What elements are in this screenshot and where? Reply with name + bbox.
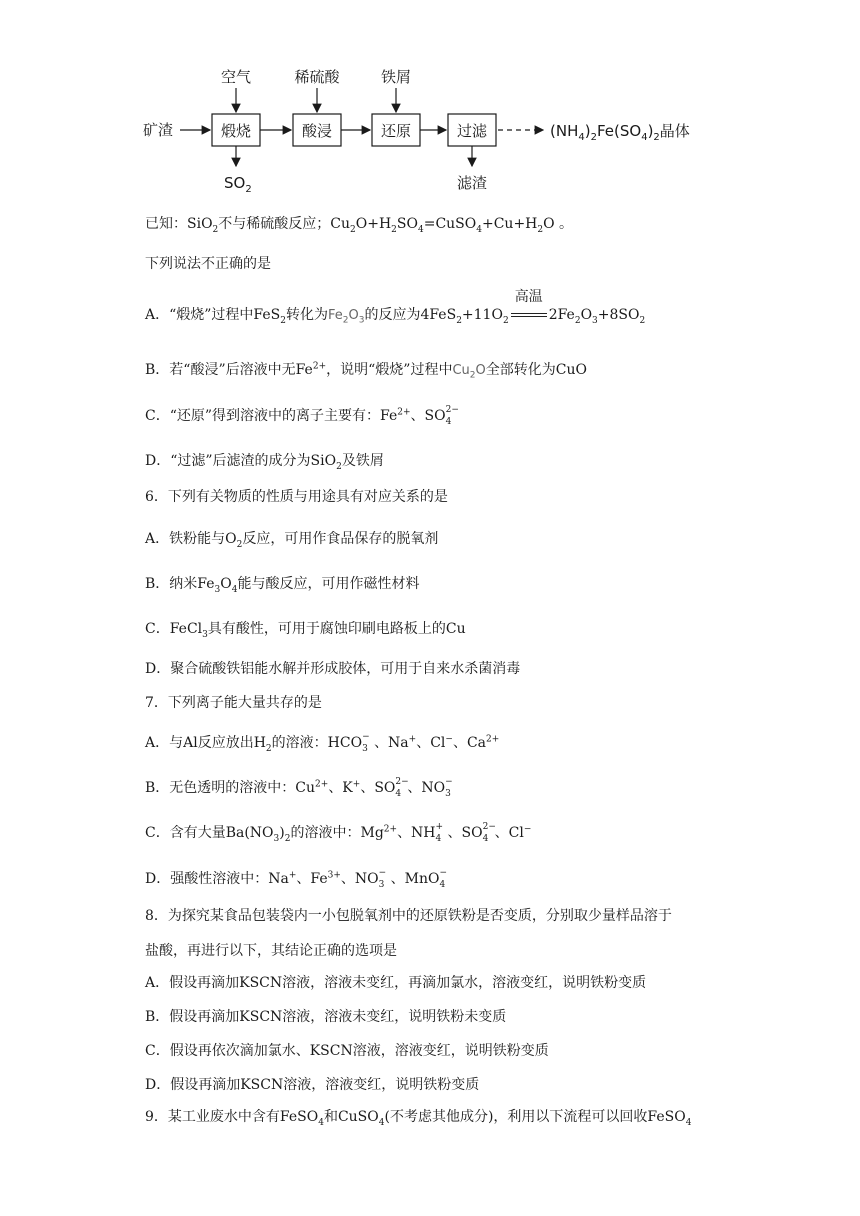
flow-output-so2: $SO_2$ bbox=[224, 174, 252, 195]
flow-step-reduce: 还原 bbox=[380, 122, 412, 140]
flow-input-acid: 稀硫酸 bbox=[294, 68, 340, 86]
q6-option-b: B．纳米$Fe_3O_4$能与酸反应，可用作磁性材料 bbox=[145, 576, 420, 595]
q5-option-d: D．“过滤”后滤渣的成分为SiO$_2$及铁屑 bbox=[145, 453, 384, 472]
flow-step-calcine: 煅烧 bbox=[220, 122, 252, 140]
process-flow-diagram bbox=[140, 62, 720, 202]
q8-stem-line2: 盐酸，再进行以下，其结论正确的选项是 bbox=[145, 943, 397, 959]
q6-stem: 6．下列有关物质的性质与用途具有对应关系的是 bbox=[145, 489, 448, 505]
q6-option-a: A．铁粉能与$O_2$反应，可用作食品保存的脱氧剂 bbox=[145, 531, 439, 550]
q7-option-b: B．无色透明的溶液中：$Cu^{2+}$、K+、SO 2− 4 、NO − 3 bbox=[145, 777, 453, 799]
known-facts: 已知：SiO$_2$不与稀硫酸反应；$Cu_2O+H_2SO_4=CuSO_4+Cu+H_2O$ 。 bbox=[145, 216, 574, 235]
q8-stem-line1: 8．为探究某食品包装袋内一小包脱氧剂中的还原铁粉是否变质，分别取少量样品溶于 bbox=[145, 908, 672, 924]
flow-output-residue: 滤渣 bbox=[456, 174, 488, 192]
flow-step-filter: 过滤 bbox=[456, 122, 488, 140]
flow-start-label: 矿渣 bbox=[143, 121, 174, 139]
q8-option-d: D．假设再滴加KSCN溶液，溶液变红，说明铁粉变质 bbox=[145, 1077, 480, 1093]
reaction-condition: 高温 bbox=[509, 305, 549, 325]
flow-product: $(NH_4)_2Fe(SO_4)_2$晶体 bbox=[550, 122, 690, 143]
q5-option-a: A．“煅烧”过程中FeS$_2$转化为$Fe_2O_3$的反应为$4FeS_2+11O_2$ 高温 $2Fe_2O_3+8SO_2$ bbox=[145, 289, 646, 326]
q7-option-a: A．与Al反应放出$H_2$的溶液：HCO − 3 、Na+、Cl−、$Ca^{2+}$ bbox=[145, 732, 500, 754]
q7-stem: 7．下列离子能大量共存的是 bbox=[145, 695, 322, 711]
q8-option-b: B．假设再滴加KSCN溶液，溶液未变红，说明铁粉未变质 bbox=[145, 1009, 507, 1025]
q9-stem: 9．某工业废水中含有FeSO$_4$和CuSO$_4$(不考虑其他成分)，利用以下流程可以回收FeSO$_4$ bbox=[145, 1109, 692, 1128]
q5-option-b: B．若“酸浸”后溶液中无$Fe^{2+}$，说明“煅烧”过程中$Cu_2O$全部转化为CuO bbox=[145, 361, 587, 381]
q7-option-c: C．含有大量$Ba(NO_3)_2$的溶液中：$Mg^{2+}$、NH + 4 、SO 2− 4 、Cl− bbox=[145, 822, 532, 844]
flow-input-iron: 铁屑 bbox=[380, 68, 412, 86]
flow-input-air: 空气 bbox=[220, 68, 252, 86]
q7-option-d: D．强酸性溶液中：Na+、$Fe^{3+}$、NO − 3 、MnO − 4 bbox=[145, 868, 448, 890]
q5-option-c: C．“还原”得到溶液中的离子主要有：$Fe^{2+}$、SO 2− 4 bbox=[145, 405, 459, 427]
flow-step-leach: 酸浸 bbox=[301, 122, 333, 140]
q8-option-c: C．假设再依次滴加氯水、KSCN溶液，溶液变红，说明铁粉变质 bbox=[145, 1043, 549, 1059]
q8-option-a: A．假设再滴加KSCN溶液，溶液未变红，再滴加氯水，溶液变红，说明铁粉变质 bbox=[145, 975, 647, 991]
q5-stem: 下列说法不正确的是 bbox=[145, 256, 271, 272]
q6-option-d: D．聚合硫酸铁铝能水解并形成胶体，可用于自来水杀菌消毒 bbox=[145, 661, 521, 677]
q6-option-c: C．FeCl$_3$具有酸性，可用于腐蚀印刷电路板上的Cu bbox=[145, 621, 466, 640]
